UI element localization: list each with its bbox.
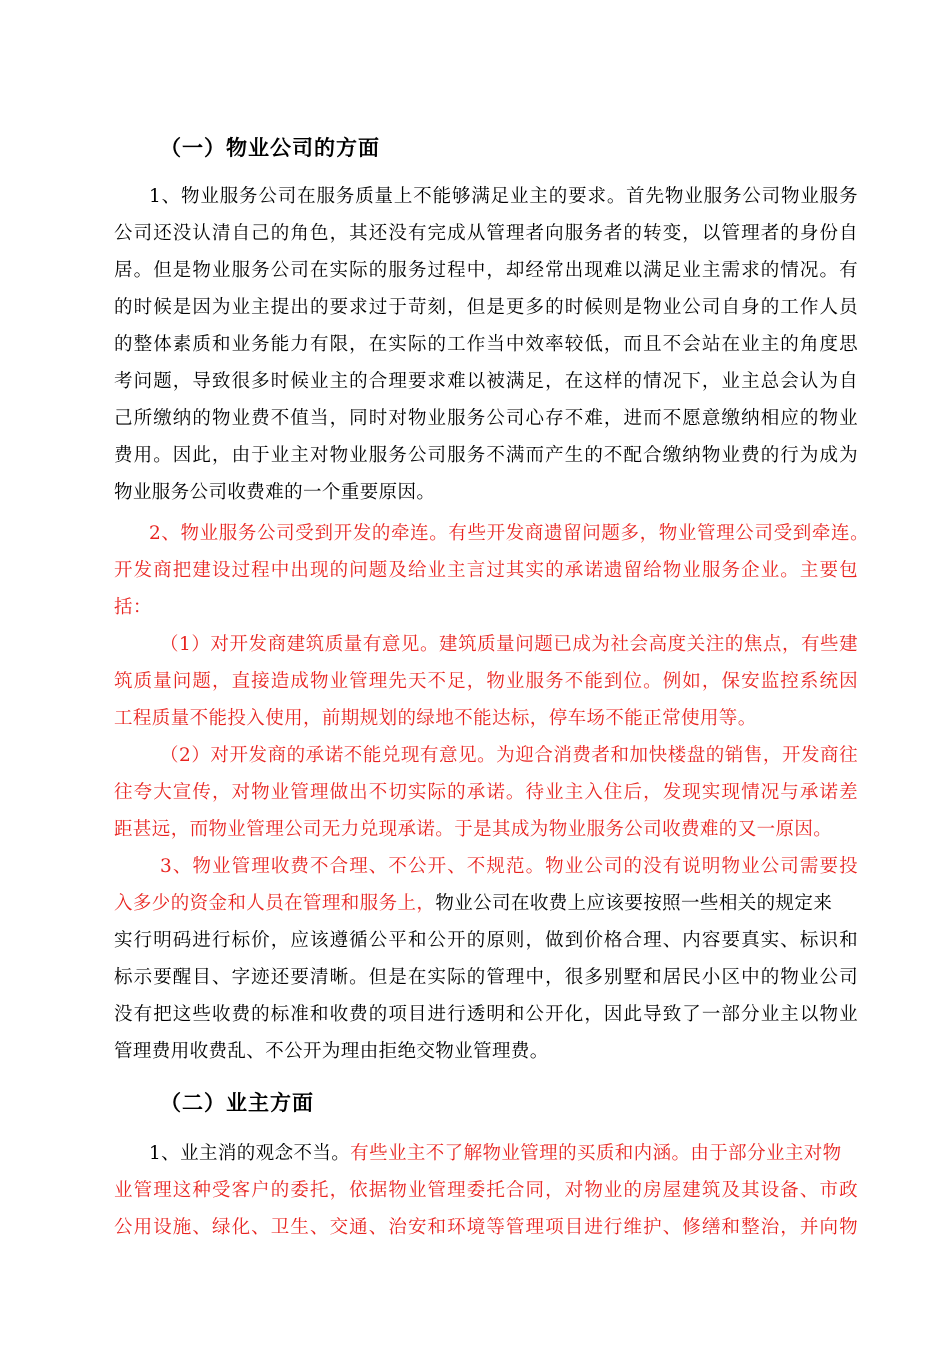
paragraph-line: 物业服务公司收费难的一个重要原因。 [114,482,436,503]
paragraph-line: 距甚远，而物业管理公司无力兑现承诺。于是其成为物业服务公司收费难的又一原因。 [114,819,833,840]
paragraph-line: 业管理这种受客户的委托，依据物业管理委托合同，对物业的房屋建筑及其设备、市政 [114,1180,858,1201]
paragraph-line: 工程质量不能投入使用，前期规划的绿地不能达标，停车场不能正常使用等。 [114,708,757,729]
section-1-heading: （一）物业公司的方面 [160,136,380,160]
paragraph-line: 开发商把建设过程中出现的问题及给业主言过其实的承诺遗留给物业服务企业。主要包 [114,560,858,581]
paragraph-line: 考问题，导致很多时候业主的合理要求难以被满足，在这样的情况下，业主总会认为自 [114,371,858,392]
paragraph-line: 标示要醒目、字迹还要清晰。但是在实际的管理中，很多别墅和居民小区中的物业公司 [114,967,858,988]
paragraph-line: 公司还没认清自己的角色，其还没有完成从管理者向服务者的转变，以管理者的身份自 [114,223,858,244]
section-2-heading: （二）业主方面 [160,1091,314,1115]
paragraph-line: （2）对开发商的承诺不能兑现有意见。为迎合消费者和加快楼盘的销售，开发商往 [160,745,858,766]
paragraph-line: 费用。因此，由于业主对物业服务公司服务不满而产生的不配合缴纳物业费的行为成为 [114,445,858,466]
paragraph-line: （1）对开发商建筑质量有意见。建筑质量问题已成为社会高度关注的焦点，有些建 [160,634,858,655]
paragraph-line: 居。但是物业服务公司在实际的服务过程中，却经常出现难以满足业主需求的情况。有 [114,260,858,281]
paragraph-line: 的时候是因为业主提出的要求过于苛刻，但是更多的时候则是物业公司自身的工作人员 [114,297,858,318]
paragraph-line: 己所缴纳的物业费不值当，同时对物业服务公司心存不难，进而不愿意缴纳相应的物业 [114,408,858,429]
paragraph-line: 2、物业服务公司受到开发的牵连。有些开发商遗留问题多，物业管理公司受到牵连。 [149,523,869,544]
paragraph-line-mixed [149,1141,858,1167]
plain-text: 物业公司在收费上应该要按照一些相关的规定来 [435,893,833,914]
paragraph-line: 1、物业服务公司在服务质量上不能够满足业主的要求。首先物业服务公司物业服务 [149,186,858,207]
paragraph-line: 往夸大宣传，对物业管理做出不切实际的承诺。待业主入住后，发现实现情况与承诺差 [114,782,858,803]
paragraph-line: 实行明码进行标价，应该遵循公平和公开的原则，做到价格合理、内容要真实、标识和 [114,930,858,951]
paragraph-line: 括： [114,597,152,618]
highlighted-text: 有些业主不了解物业管理的买质和内涵。由于部分业主对物 [350,1143,842,1164]
paragraph-line: 管理费用收费乱、不公开为理由拒绝交物业管理费。 [114,1041,549,1062]
paragraph-line: 没有把这些收费的标准和收费的项目进行透明和公开化，因此导致了一部分业主以物业 [114,1004,858,1025]
highlighted-text: 入多少的资金和人员在管理和服务上， [114,893,436,914]
paragraph-line: 的整体素质和业务能力有限，在实际的工作当中效率较低，而且不会站在业主的角度思 [114,334,858,355]
plain-text: 1、业主消的观念不当。 [149,1143,351,1164]
paragraph-line: 筑质量问题，直接造成物业管理先天不足，物业服务不能到位。例如，保安监控系统因 [114,671,858,692]
paragraph-line: 3、物业管理收费不合理、不公开、不规范。物业公司的没有说明物业公司需要投 [160,856,858,877]
paragraph-line: 公用设施、绿化、卫生、交通、治安和环境等管理项目进行维护、修缮和整治，并向物 [114,1217,858,1238]
paragraph-line-mixed [114,891,858,917]
